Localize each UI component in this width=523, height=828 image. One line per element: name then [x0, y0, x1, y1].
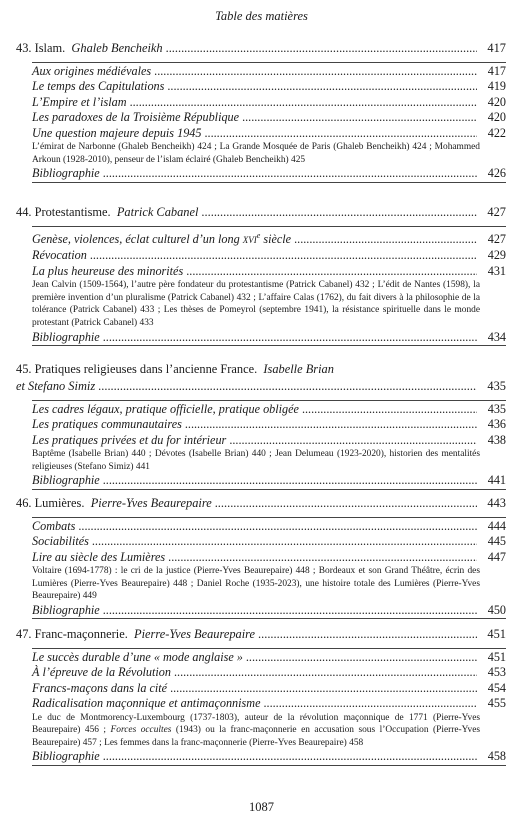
section-entry[interactable]: Les paradoxes de la Troisième République ..... 420: [32, 110, 506, 125]
chapter-page: 435: [487, 379, 506, 393]
chapter-heading[interactable]: [16, 626, 506, 643]
bibliography-entry[interactable]: Bibliographie ..... 458: [32, 749, 506, 765]
section-detail: Le duc de Montmorency-Luxembourg (1737-1803), auteur de la révolution maçonnique de 1771 (Pierre-Yves Beaurepaire) 456 ; Forces occultes (1943) ou la franc-maçonnerie en accusation sous l’Occupation (Pierre-Yves Beaurepaire) 457 ; Les femmes dans la franc-maçonnerie (Pierre-Yves Beaurepaire) 458: [32, 712, 480, 748]
chapter-heading-line1[interactable]: 45. Pratiques religieuses dans l’ancienne France. Isabelle Brian: [16, 362, 334, 376]
section-entry[interactable]: Sociabilités ..... 445: [32, 534, 506, 549]
section-entry[interactable]: Le succès durable d’une « mode anglaise » ..... 451: [32, 650, 506, 665]
toc-chapter-43: [16, 40, 506, 183]
section-entry[interactable]: L’Empire et l’islam ..... 420: [32, 95, 506, 110]
toc-chapter-47: [16, 626, 506, 766]
section-entry[interactable]: Les pratiques privées et du for intérieur ..... 438: [32, 433, 506, 448]
chapter-heading[interactable]: [16, 204, 506, 221]
bibliography-entry[interactable]: Bibliographie ..... 434: [32, 330, 506, 346]
leader-dots: [258, 626, 477, 643]
chapter-page: 427: [487, 205, 506, 219]
section-entry[interactable]: Lire au siècle des Lumières ..... 447: [32, 550, 506, 565]
toc-chapter-45: [16, 361, 506, 490]
section-list: [32, 400, 506, 490]
section-list: [32, 226, 506, 346]
section-entry[interactable]: Le temps des Capitulations ..... 419: [32, 79, 506, 94]
bibliography-entry[interactable]: Bibliographie ..... 450: [32, 603, 506, 619]
leader-dots: [166, 40, 477, 57]
section-entry[interactable]: Les cadres légaux, pratique officielle, pratique obligée ..... 435: [32, 402, 506, 417]
chapter-heading[interactable]: [16, 495, 506, 512]
bibliography-entry[interactable]: Bibliographie ..... 426: [32, 166, 506, 182]
chapter-page: 417: [487, 41, 506, 55]
leader-dots: [215, 495, 477, 512]
chapter-title: 44. Protestantisme. Patrick Cabanel: [16, 205, 199, 219]
running-head: Table des matières: [215, 9, 308, 23]
section-detail: Baptême (Isabelle Brian) 440 ; Dévotes (Isabelle Brian) 440 ; Jean Delumeau (1923-2020), historien des mentalités religieuses (Stefano Simiz) 441: [32, 449, 480, 472]
chapter-heading[interactable]: [16, 378, 506, 395]
chapter-author-cont: et Stefano Simiz: [16, 379, 96, 393]
chapter-title: 46. Lumières. Pierre-Yves Beaurepaire: [16, 496, 212, 510]
section-entry[interactable]: Une question majeure depuis 1945 ..... 422: [32, 126, 506, 141]
section-list: [32, 648, 506, 766]
toc-chapter-44: [16, 204, 506, 346]
leader-dots: [98, 378, 477, 395]
toc-chapter-46: [16, 495, 506, 619]
section-entry[interactable]: Radicalisation maçonnique et antimaçonnisme ..... 455: [32, 696, 506, 711]
bibliography-entry[interactable]: Bibliographie ..... 441: [32, 473, 506, 489]
section-detail: L’émirat de Narbonne (Ghaleb Bencheikh) 424 ; La Grande Mosquée de Paris (Ghaleb Bencheikh) 424 ; Mohammed Arkoun (1928-2010), penseur de l’islam éclairé (Ghaleb Bencheikh) 425: [32, 142, 480, 165]
page-number: 1087: [249, 800, 274, 814]
leader-dots: [201, 204, 477, 221]
section-detail: Jean Calvin (1509-1564), l’autre père fondateur du protestantisme (Patrick Cabanel) 432 ; L’édit de Nantes (1598), la première invention d’un pluralisme (Patrick Cabanel) 432 ; L’affaire Calas (1762), du fait divers à la philosophie de la tolérance (Patrick Cabanel) 433 ; Les thèses de Pomeyrol (septembre 1941), la résistance spirituelle dans le monde protestant (Patrick Cabanel) 433: [32, 280, 480, 329]
chapter-title: 43. Islam. Ghaleb Bencheikh: [16, 41, 163, 55]
section-entry[interactable]: Les pratiques communautaires ..... 436: [32, 417, 506, 432]
chapter-page: 443: [487, 496, 506, 510]
section-entry[interactable]: Révocation ..... 429: [32, 248, 506, 263]
section-entry[interactable]: Francs-maçons dans la cité ..... 454: [32, 681, 506, 696]
section-entry[interactable]: Aux origines médiévales ..... 417: [32, 64, 506, 79]
section-list: [32, 517, 506, 619]
section-detail: Voltaire (1694-1778) : le cri de la justice (Pierre-Yves Beaurepaire) 448 ; Bordeaux et son Grand Théâtre, écrin des Lumières (Pierre-Yves Beaurepaire) 448 ; Daniel Roche (1935-2023), une histoire totale des Lumières (Pierre-Yves Beaurepaire) 449: [32, 566, 480, 602]
chapter-title: 47. Franc-maçonnerie. Pierre-Yves Beaurepaire: [16, 627, 256, 641]
section-entry[interactable]: La plus heureuse des minorités ..... 431: [32, 264, 506, 279]
section-entry[interactable]: Combats ..... 444: [32, 519, 506, 534]
section-list: [32, 62, 506, 183]
section-entry[interactable]: À l’épreuve de la Révolution ..... 453: [32, 665, 506, 680]
chapter-page: 451: [487, 627, 506, 641]
section-entry[interactable]: Genèse, violences, éclat culturel d’un long XVIe siècle ..... 427: [32, 228, 506, 248]
chapter-heading[interactable]: [16, 40, 506, 57]
